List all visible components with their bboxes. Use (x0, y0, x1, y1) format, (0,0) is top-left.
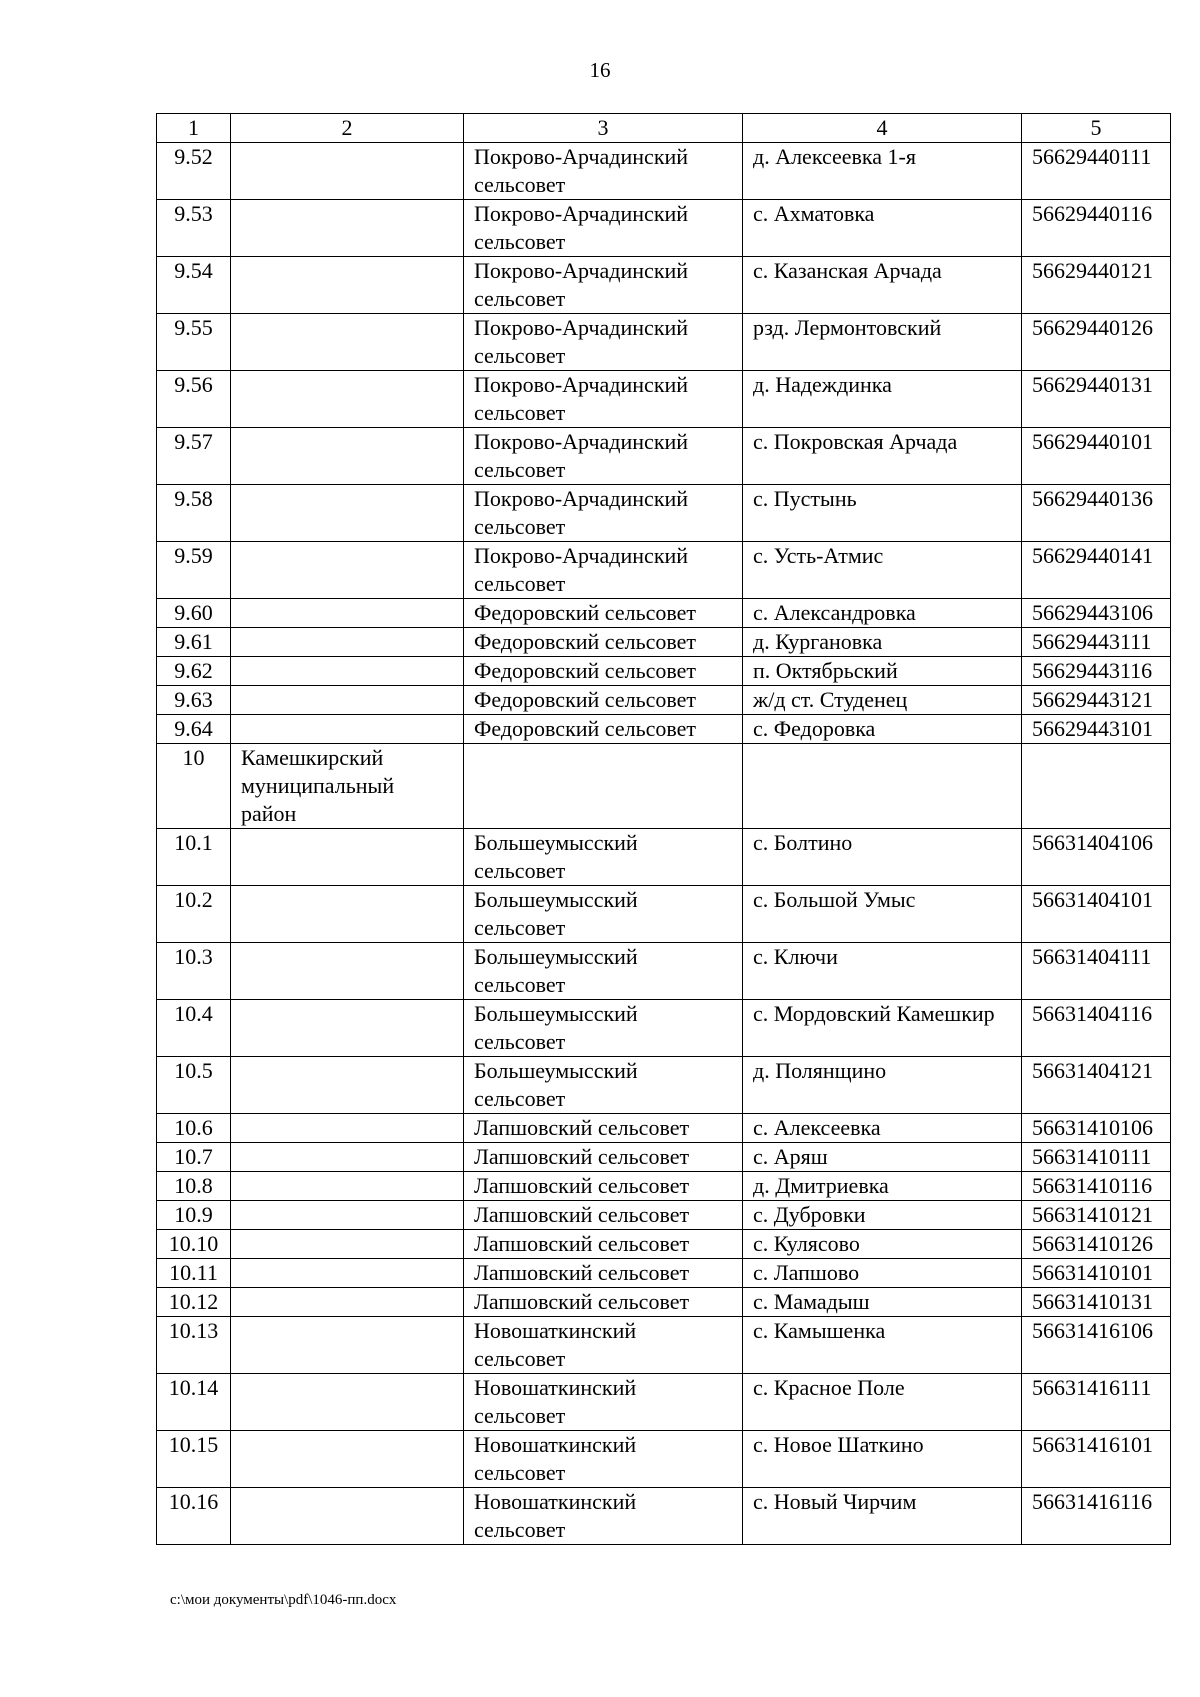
district-cell (231, 542, 464, 599)
council-cell: Покрово-Арчадинский сельсовет (464, 200, 743, 257)
district-cell (231, 428, 464, 485)
code-cell: 56629440121 (1022, 257, 1171, 314)
council-cell: Большеумысский сельсовет (464, 943, 743, 1000)
table-row (157, 371, 1171, 428)
locality-cell: с. Аряш (743, 1143, 1022, 1172)
council-cell: Покрово-Арчадинский сельсовет (464, 485, 743, 542)
district-cell (231, 1000, 464, 1057)
code-cell: 56629440136 (1022, 485, 1171, 542)
code-cell: 56631404106 (1022, 829, 1171, 886)
code-cell: 56631416116 (1022, 1488, 1171, 1545)
table-row (157, 744, 1171, 829)
table-row (157, 943, 1171, 1000)
district-cell (231, 314, 464, 371)
file-path-footer: c:\мои документы\pdf\1046-пп.docx (170, 1592, 397, 1608)
code-cell: 56629440101 (1022, 428, 1171, 485)
district-cell (231, 1431, 464, 1488)
row-number-cell: 10.9 (157, 1201, 231, 1230)
council-cell: Большеумысский сельсовет (464, 1000, 743, 1057)
locality-cell: п. Октябрьский (743, 657, 1022, 686)
code-cell: 56629443116 (1022, 657, 1171, 686)
table-row (157, 485, 1171, 542)
council-cell: Лапшовский сельсовет (464, 1288, 743, 1317)
row-number-cell: 9.56 (157, 371, 231, 428)
code-cell: 56631410116 (1022, 1172, 1171, 1201)
locality-cell: д. Кургановка (743, 628, 1022, 657)
code-cell: 56629443101 (1022, 715, 1171, 744)
locality-cell: с. Казанская Арчада (743, 257, 1022, 314)
district-cell (231, 886, 464, 943)
header-cell-3: 3 (464, 114, 743, 143)
code-cell: 56631410121 (1022, 1201, 1171, 1230)
council-cell: Лапшовский сельсовет (464, 1230, 743, 1259)
table-row (157, 1288, 1171, 1317)
locality-cell: с. Новый Чирчим (743, 1488, 1022, 1545)
row-number-cell: 9.62 (157, 657, 231, 686)
district-cell (231, 143, 464, 200)
table-row (157, 1431, 1171, 1488)
header-cell-4: 4 (743, 114, 1022, 143)
code-cell: 56631404111 (1022, 943, 1171, 1000)
table-body (157, 143, 1171, 1545)
district-cell (231, 1259, 464, 1288)
table-row (157, 599, 1171, 628)
locality-cell: с. Пустынь (743, 485, 1022, 542)
table-row (157, 1000, 1171, 1057)
code-cell: 56629440126 (1022, 314, 1171, 371)
locality-cell: с. Болтино (743, 829, 1022, 886)
locality-cell: с. Федоровка (743, 715, 1022, 744)
table-row (157, 542, 1171, 599)
district-cell: Камешкирский муниципальный район (231, 744, 464, 829)
table-row (157, 686, 1171, 715)
council-cell: Лапшовский сельсовет (464, 1201, 743, 1230)
council-cell: Большеумысский сельсовет (464, 829, 743, 886)
row-number-cell: 9.63 (157, 686, 231, 715)
table-row (157, 1488, 1171, 1545)
row-number-cell: 10.3 (157, 943, 231, 1000)
page-number: 16 (589, 58, 611, 82)
code-cell: 56631410126 (1022, 1230, 1171, 1259)
settlements-table (156, 113, 1171, 1545)
row-number-cell: 10.12 (157, 1288, 231, 1317)
code-cell: 56629440141 (1022, 542, 1171, 599)
council-cell: Покрово-Арчадинский сельсовет (464, 143, 743, 200)
district-cell (231, 1201, 464, 1230)
row-number-cell: 9.59 (157, 542, 231, 599)
district-cell (231, 1114, 464, 1143)
council-cell: Федоровский сельсовет (464, 657, 743, 686)
code-cell (1022, 744, 1171, 829)
locality-cell: ж/д ст. Студенец (743, 686, 1022, 715)
code-cell: 56631404116 (1022, 1000, 1171, 1057)
locality-cell: с. Дубровки (743, 1201, 1022, 1230)
council-cell: Федоровский сельсовет (464, 599, 743, 628)
council-cell: Федоровский сельсовет (464, 715, 743, 744)
district-cell (231, 257, 464, 314)
code-cell: 56631410106 (1022, 1114, 1171, 1143)
code-cell: 56631410131 (1022, 1288, 1171, 1317)
row-number-cell: 10.13 (157, 1317, 231, 1374)
table-row (157, 257, 1171, 314)
district-cell (231, 1230, 464, 1259)
row-number-cell: 10.11 (157, 1259, 231, 1288)
council-cell: Новошаткинский сельсовет (464, 1431, 743, 1488)
locality-cell: д. Надеждинка (743, 371, 1022, 428)
locality-cell: с. Новое Шаткино (743, 1431, 1022, 1488)
table-row (157, 1374, 1171, 1431)
table-row (157, 628, 1171, 657)
table-row (157, 886, 1171, 943)
district-cell (231, 628, 464, 657)
district-cell (231, 715, 464, 744)
council-cell: Новошаткинский сельсовет (464, 1488, 743, 1545)
row-number-cell: 10.1 (157, 829, 231, 886)
code-cell: 56629443106 (1022, 599, 1171, 628)
row-number-cell: 10.4 (157, 1000, 231, 1057)
table-row (157, 1143, 1171, 1172)
locality-cell: с. Мамадыш (743, 1288, 1022, 1317)
district-cell (231, 1374, 464, 1431)
locality-cell: с. Большой Умыс (743, 886, 1022, 943)
table-row (157, 143, 1171, 200)
row-number-cell: 9.64 (157, 715, 231, 744)
locality-cell: д. Дмитриевка (743, 1172, 1022, 1201)
council-cell: Покрово-Арчадинский сельсовет (464, 428, 743, 485)
locality-cell: с. Ахматовка (743, 200, 1022, 257)
code-cell: 56631410101 (1022, 1259, 1171, 1288)
locality-cell: с. Красное Поле (743, 1374, 1022, 1431)
table-row (157, 829, 1171, 886)
district-cell (231, 1288, 464, 1317)
code-cell: 56631416106 (1022, 1317, 1171, 1374)
district-cell (231, 1488, 464, 1545)
code-cell: 56631416111 (1022, 1374, 1171, 1431)
code-cell: 56629440111 (1022, 143, 1171, 200)
locality-cell: рзд. Лермонтовский (743, 314, 1022, 371)
table-row (157, 1114, 1171, 1143)
locality-cell: с. Кулясово (743, 1230, 1022, 1259)
table-row (157, 1230, 1171, 1259)
row-number-cell: 9.57 (157, 428, 231, 485)
header-row (157, 114, 1171, 143)
council-cell: Лапшовский сельсовет (464, 1259, 743, 1288)
row-number-cell: 10.6 (157, 1114, 231, 1143)
code-cell: 56631404101 (1022, 886, 1171, 943)
council-cell: Новошаткинский сельсовет (464, 1374, 743, 1431)
table-row (157, 1172, 1171, 1201)
district-cell (231, 1057, 464, 1114)
row-number-cell: 10.8 (157, 1172, 231, 1201)
table-row (157, 314, 1171, 371)
locality-cell: с. Алексеевка (743, 1114, 1022, 1143)
code-cell: 56629440116 (1022, 200, 1171, 257)
row-number-cell: 9.54 (157, 257, 231, 314)
council-cell: Большеумысский сельсовет (464, 886, 743, 943)
district-cell (231, 1317, 464, 1374)
table-row (157, 715, 1171, 744)
district-cell (231, 829, 464, 886)
row-number-cell: 10.14 (157, 1374, 231, 1431)
row-number-cell: 10.15 (157, 1431, 231, 1488)
locality-cell: с. Александровка (743, 599, 1022, 628)
district-cell (231, 686, 464, 715)
row-number-cell: 10.5 (157, 1057, 231, 1114)
district-cell (231, 485, 464, 542)
council-cell: Лапшовский сельсовет (464, 1172, 743, 1201)
council-cell: Покрово-Арчадинский сельсовет (464, 371, 743, 428)
code-cell: 56631416101 (1022, 1431, 1171, 1488)
locality-cell: с. Усть-Атмис (743, 542, 1022, 599)
district-cell (231, 657, 464, 686)
table-row (157, 1057, 1171, 1114)
locality-cell: д. Полянщино (743, 1057, 1022, 1114)
district-cell (231, 1172, 464, 1201)
row-number-cell: 9.52 (157, 143, 231, 200)
district-cell (231, 599, 464, 628)
row-number-cell: 10.2 (157, 886, 231, 943)
district-cell (231, 200, 464, 257)
row-number-cell: 9.55 (157, 314, 231, 371)
code-cell: 56629443121 (1022, 686, 1171, 715)
code-cell: 56631410111 (1022, 1143, 1171, 1172)
locality-cell: д. Алексеевка 1-я (743, 143, 1022, 200)
council-cell: Лапшовский сельсовет (464, 1114, 743, 1143)
table-row (157, 428, 1171, 485)
locality-cell (743, 744, 1022, 829)
header-cell-2: 2 (231, 114, 464, 143)
header-cell-1: 1 (157, 114, 231, 143)
row-number-cell: 9.58 (157, 485, 231, 542)
district-cell (231, 943, 464, 1000)
row-number-cell: 10 (157, 744, 231, 829)
row-number-cell: 10.10 (157, 1230, 231, 1259)
council-cell: Покрово-Арчадинский сельсовет (464, 257, 743, 314)
council-cell: Новошаткинский сельсовет (464, 1317, 743, 1374)
council-cell: Федоровский сельсовет (464, 628, 743, 657)
council-cell: Федоровский сельсовет (464, 686, 743, 715)
row-number-cell: 9.60 (157, 599, 231, 628)
table-row (157, 1317, 1171, 1374)
locality-cell: с. Камышенка (743, 1317, 1022, 1374)
table-row (157, 1259, 1171, 1288)
table-row (157, 1201, 1171, 1230)
header-cell-5: 5 (1022, 114, 1171, 143)
row-number-cell: 10.16 (157, 1488, 231, 1545)
code-cell: 56629443111 (1022, 628, 1171, 657)
council-cell: Покрово-Арчадинский сельсовет (464, 314, 743, 371)
row-number-cell: 10.7 (157, 1143, 231, 1172)
locality-cell: с. Покровская Арчада (743, 428, 1022, 485)
table-row (157, 200, 1171, 257)
code-cell: 56629440131 (1022, 371, 1171, 428)
locality-cell: с. Мордовский Камешкир (743, 1000, 1022, 1057)
locality-cell: с. Ключи (743, 943, 1022, 1000)
council-cell: Лапшовский сельсовет (464, 1143, 743, 1172)
row-number-cell: 9.53 (157, 200, 231, 257)
council-cell: Большеумысский сельсовет (464, 1057, 743, 1114)
district-cell (231, 371, 464, 428)
table-row (157, 657, 1171, 686)
council-cell: Покрово-Арчадинский сельсовет (464, 542, 743, 599)
council-cell (464, 744, 743, 829)
row-number-cell: 9.61 (157, 628, 231, 657)
locality-cell: с. Лапшово (743, 1259, 1022, 1288)
district-cell (231, 1143, 464, 1172)
code-cell: 56631404121 (1022, 1057, 1171, 1114)
